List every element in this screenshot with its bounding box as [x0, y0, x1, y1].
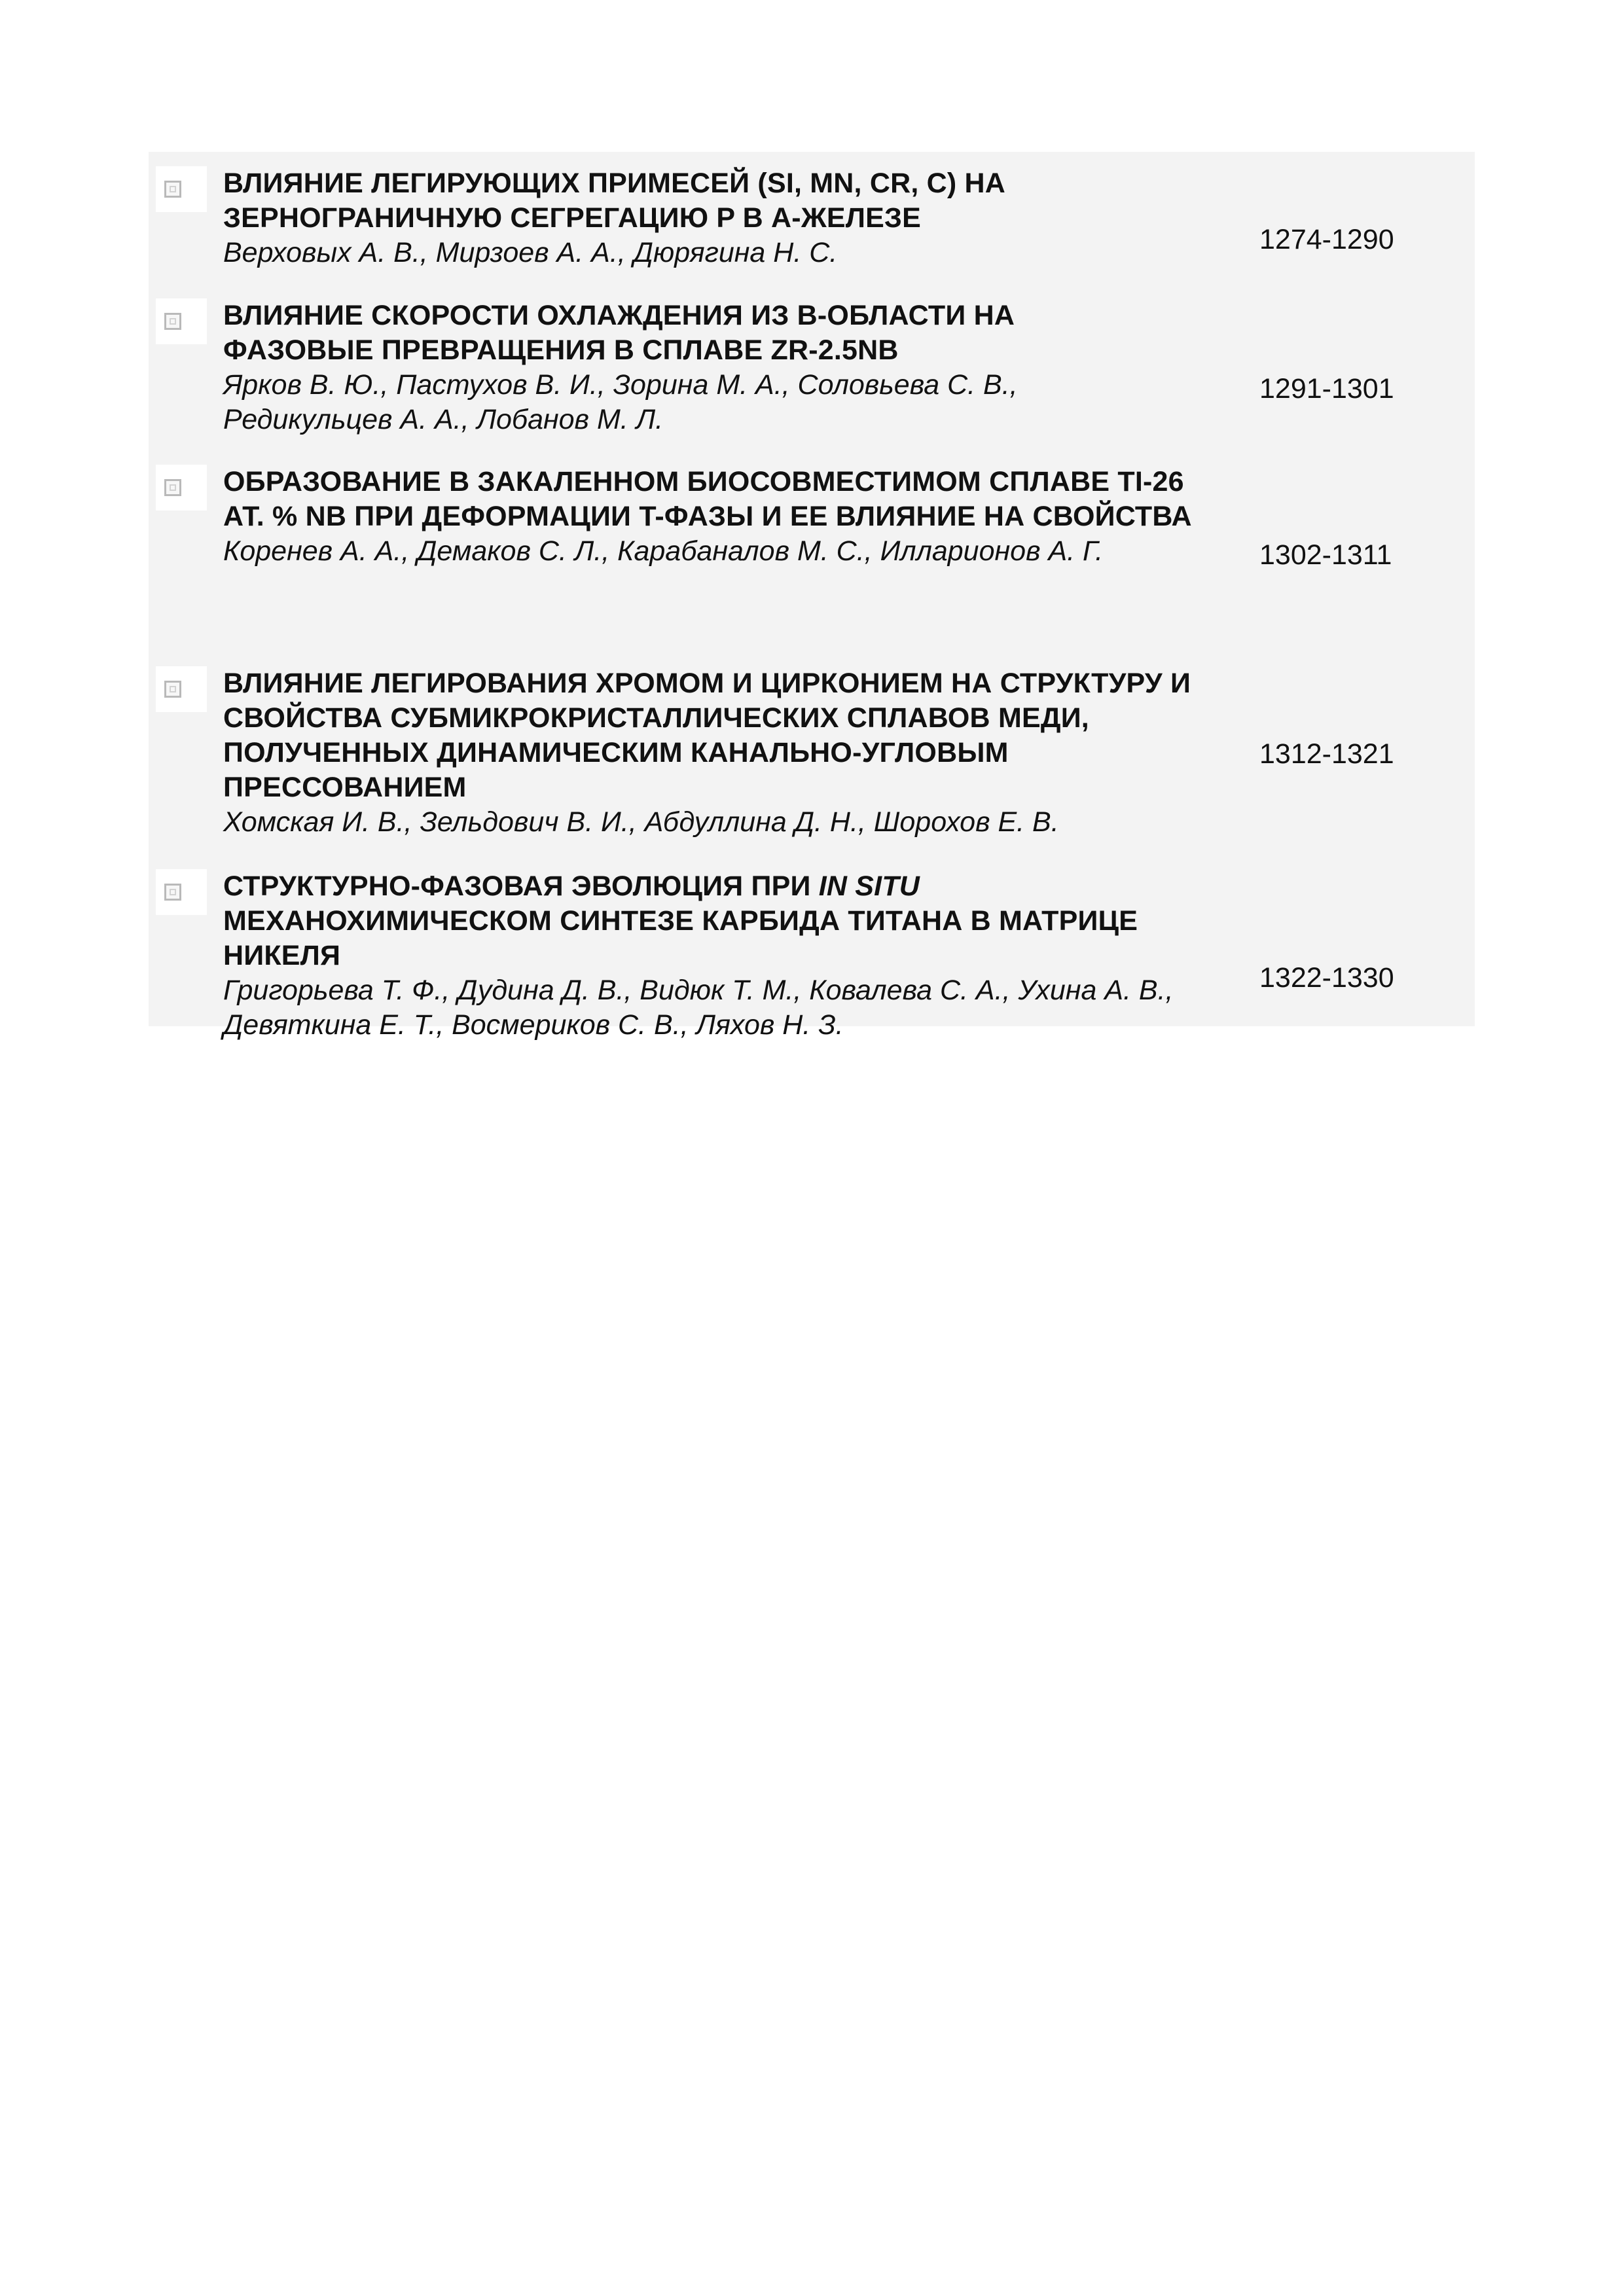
article-checkbox[interactable]: [156, 465, 207, 511]
checkbox-icon: [164, 479, 181, 496]
article-authors: Коренев А. А., Демаков С. Л., Карабаналов М. С., Илларионов А. Г.: [223, 535, 1104, 567]
article-authors: Григорьева Т. Ф., Дудина Д. В., Видюк Т. М., Ковалева С. А., Ухина А. В., Девяткина Е. Т., Восмериков С. В., Ляхов Н. З.: [223, 975, 1174, 1041]
article-authors: Хомская И. В., Зельдович В. И., Абдуллина Д. Н., Шорохов Е. В.: [223, 806, 1059, 838]
article-checkbox[interactable]: [156, 166, 207, 212]
article-title[interactable]: ВЛИЯНИЕ СКОРОСТИ ОХЛАЖДЕНИЯ ИЗ Β-ОБЛАСТИ НА ФАЗОВЫЕ ПРЕВРАЩЕНИЯ В СПЛАВЕ ZR-2.5NB: [223, 300, 1015, 366]
article-authors: Верховых А. В., Мирзоев А. А., Дюрягина Н. С.: [223, 237, 838, 268]
article-text: [223, 298, 1349, 437]
checkbox-icon: [164, 681, 181, 698]
article-checkbox[interactable]: [156, 298, 207, 344]
checkbox-icon: [164, 313, 181, 330]
article-title[interactable]: ВЛИЯНИЕ ЛЕГИРУЮЩИХ ПРИМЕСЕЙ (SI, MN, CR, C) НА ЗЕРНОГРАНИЧНУЮ СЕГРЕГАЦИЮ P В Α-ЖЕЛЕЗЕ: [223, 168, 1006, 234]
article-text: [223, 869, 1349, 1043]
checkbox-icon: [164, 884, 181, 901]
article-text: [223, 666, 1349, 840]
article-title[interactable]: [223, 869, 1172, 973]
article-title[interactable]: ВЛИЯНИЕ ЛЕГИРОВАНИЯ ХРОМОМ И ЦИРКОНИЕМ НА СТРУКТУРУ И СВОЙСТВА СУБМИКРОКРИСТАЛЛИЧЕСКИХ СПЛАВОВ МЕДИ, ПОЛУЧЕННЫХ ДИНАМИЧЕСКИМ КАНАЛЬНО-УГЛОВЫМ ПРЕССОВАНИЕМ: [223, 668, 1191, 803]
article-text: [223, 166, 1349, 270]
article-pages: 1312-1321: [1259, 738, 1394, 770]
article-pages: 1291-1301: [1259, 373, 1394, 404]
article-title[interactable]: ОБРАЗОВАНИЕ В ЗАКАЛЕННОМ БИОСОВМЕСТИМОМ СПЛАВЕ TI-26 АТ. % NB ПРИ ДЕФОРМАЦИИ Τ-ФАЗЫ И ЕЕ ВЛИЯНИЕ НА СВОЙСТВА: [223, 466, 1192, 532]
article-title-italic: IN SITU: [818, 870, 920, 902]
article-text: [223, 465, 1349, 569]
article-authors: Ярков В. Ю., Пастухов В. И., Зорина М. А., Соловьева С. В., Редикульцев А. А., Лобанов М. Л.: [223, 369, 1018, 435]
article-checkbox[interactable]: [156, 666, 207, 712]
table-of-contents: [149, 152, 1475, 1041]
checkbox-icon: [164, 181, 181, 198]
article-pages: 1302-1311: [1259, 539, 1392, 571]
article-checkbox[interactable]: [156, 869, 207, 915]
article-pages: 1322-1330: [1259, 962, 1394, 994]
article-title-part: МЕХАНОХИМИЧЕСКОМ СИНТЕЗЕ КАРБИДА ТИТАНА В МАТРИЦЕ НИКЕЛЯ: [223, 905, 1138, 971]
article-pages: 1274-1290: [1259, 224, 1394, 255]
article-title-part: СТРУКТУРНО-ФАЗОВАЯ ЭВОЛЮЦИЯ ПРИ: [223, 870, 819, 902]
